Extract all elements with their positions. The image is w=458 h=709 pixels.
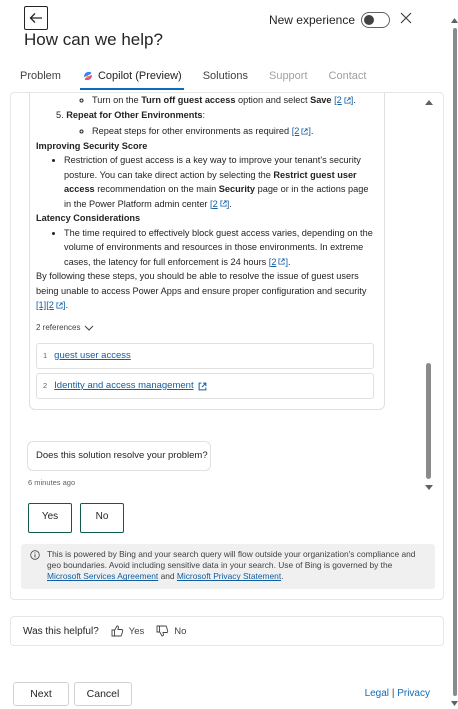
tab-contact: Contact <box>328 70 367 82</box>
toggle-knob <box>364 15 374 25</box>
citation-link[interactable]: [1] <box>36 300 47 310</box>
reference-card[interactable]: 1 guest user access <box>36 343 374 369</box>
info-icon <box>30 550 40 560</box>
reference-link[interactable]: guest user access <box>54 349 131 361</box>
close-button[interactable] <box>398 10 414 26</box>
citation-link[interactable]: [2 ] <box>46 300 66 310</box>
list-item: • The time required to effectively block guest access varies, depending on the volume of environments and resources in those environments. In extreme cases, the latency for full enforcement is 24 hours [2 ]. <box>64 226 374 270</box>
step-5-list <box>36 124 374 139</box>
chat-panel <box>10 92 444 600</box>
new-experience-label: New experience <box>268 13 355 27</box>
citation-link[interactable]: [2 ] <box>268 256 289 267</box>
list-item: • Restriction of guest access is a key way to improve your tenant's security posture. You can take direct action by selecting the Restrict guest user access recommendation on the main Security page or in the actions page in the Power Platform admin center [2 ]. <box>64 153 374 211</box>
scroll-down-arrow-icon[interactable] <box>425 483 433 491</box>
latency-list <box>36 226 374 270</box>
chat-scrollbar-thumb[interactable] <box>426 363 431 479</box>
yes-button[interactable]: Yes <box>28 503 72 533</box>
copilot-icon <box>82 70 94 82</box>
no-button[interactable]: No <box>80 503 124 533</box>
citation-link[interactable]: [2 ] <box>210 198 230 209</box>
scroll-up-arrow-icon[interactable] <box>425 99 433 107</box>
legal-link[interactable]: Legal <box>364 688 390 699</box>
citation-link[interactable]: [2 ] <box>291 126 311 136</box>
citation-link[interactable]: [2 ] <box>334 95 354 105</box>
message-timestamp: 6 minutes ago <box>28 478 76 487</box>
answer-conclusion: By following these steps, you should be able to resolve the issue of guest users being unable to access Power Apps and ensure proper configuration and security [1][2 ]. <box>36 271 367 310</box>
reference-card[interactable]: 2 Identity and access management <box>36 373 374 399</box>
tab-problem[interactable]: Problem <box>20 70 61 82</box>
chat-scroll-area[interactable] <box>11 93 445 493</box>
close-icon <box>398 10 414 26</box>
security-heading: Improving Security Score <box>36 140 148 151</box>
privacy-link[interactable]: Privacy <box>397 688 430 699</box>
back-button[interactable] <box>24 6 48 30</box>
references-toggle[interactable]: 2 references <box>36 321 374 336</box>
services-agreement-link[interactable]: Microsoft Services Agreement <box>47 571 159 582</box>
feedback-label: Was this helpful? <box>23 625 99 637</box>
thumbs-down-button[interactable]: No <box>156 625 186 637</box>
list-item: ◦ Repeat steps for other environments as required [2 ]. <box>92 124 374 139</box>
list-item: ◦ Turn on the Turn off guest access option and select Save [2 ]. <box>92 93 374 108</box>
external-link-icon <box>344 97 351 104</box>
footer-links: Legal | Privacy <box>364 688 430 699</box>
chevron-down-icon <box>84 325 94 331</box>
feedback-bar <box>10 616 444 646</box>
arrow-left-icon <box>29 12 43 24</box>
reference-link[interactable]: Identity and access management <box>54 379 194 391</box>
latency-heading: Latency Considerations <box>36 213 141 223</box>
thumbs-up-icon <box>111 625 124 637</box>
resolution-question: Does this solution resolve your problem? <box>27 441 211 471</box>
new-experience-toggle[interactable] <box>361 12 390 28</box>
security-list <box>36 153 374 211</box>
page-title: How can we help? <box>24 30 163 49</box>
copilot-answer <box>29 93 385 410</box>
external-link-icon <box>56 302 63 309</box>
bing-disclaimer: This is powered by Bing and your search query will flow outside your organization's compliance and geo boundaries. Avoid including sensitive data in your search. Use of Bing is governed by the Microsoft Services Agreement and Microsoft Privacy Statement. <box>21 544 435 589</box>
tab-solutions[interactable]: Solutions <box>202 70 248 82</box>
thumbs-up-button[interactable]: Yes <box>111 625 145 637</box>
external-link-icon <box>220 200 227 207</box>
window-scrollbar-thumb[interactable] <box>453 28 457 696</box>
window-scroll-up-icon[interactable] <box>451 18 458 24</box>
step-5-heading: 5. Repeat for Other Environments: <box>56 109 206 120</box>
external-link-icon <box>198 382 207 391</box>
privacy-statement-link[interactable]: Microsoft Privacy Statement <box>176 571 282 582</box>
cancel-button[interactable]: Cancel <box>74 682 132 706</box>
tab-support: Support <box>268 70 308 82</box>
tab-bar <box>20 68 438 90</box>
answer-sublist <box>36 93 374 108</box>
window-scroll-down-icon[interactable] <box>451 700 458 706</box>
tab-copilot[interactable]: Copilot (Preview) <box>82 68 182 90</box>
next-button[interactable]: Next <box>13 682 69 706</box>
thumbs-down-icon <box>156 625 169 637</box>
